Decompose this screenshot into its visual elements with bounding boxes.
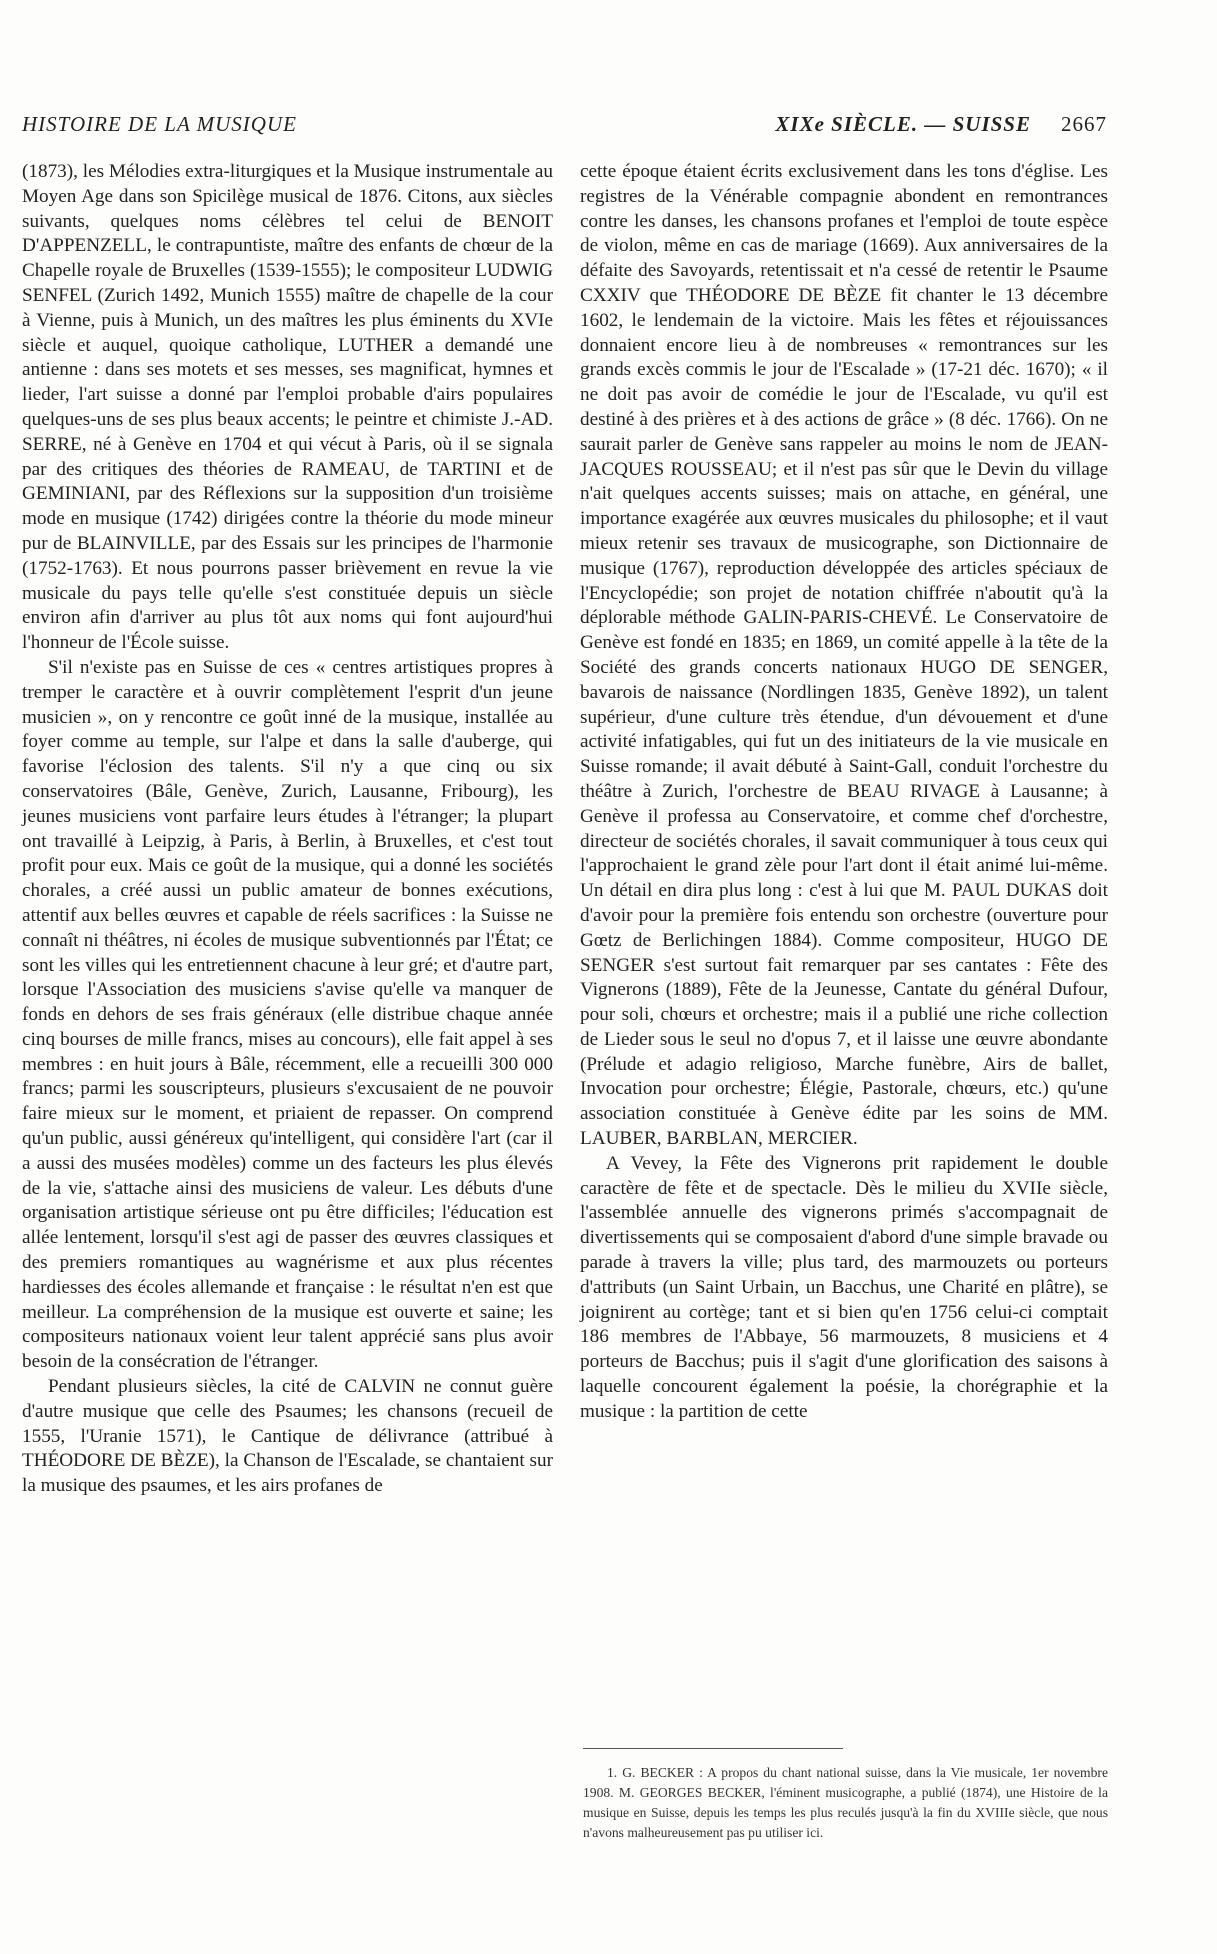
section-title: XIXe SIÈCLE. — SUISSE <box>775 112 1031 136</box>
page-number: 2667 <box>1061 112 1107 136</box>
left-column <box>22 160 553 1499</box>
book-title-header: HISTOIRE DE LA MUSIQUE <box>22 112 297 136</box>
footnote-text: 1. G. BECKER : A propos du chant national suisse, dans la Vie musicale, 1er novembre 1908. M. GEORGES BECKER, l'éminent musicographe, a publié (1874), une Histoire de la musique en Suisse, depuis les temps les plus reculés jusqu'à la fin du XVIIIe siècle, que nous n'avons malheureusement pas pu utiliser ici. <box>583 1765 1108 1840</box>
paragraph: (1873), les Mélodies extra-liturgiques et la Musique instrumentale au Moyen Age dans son Spicilège musical de 1876. Citons, aux siècles suivants, quelques noms célèbres tel celui de BENOIT D'APPENZELL, le contrapuntiste, maître des enfants de chœur de la Chapelle royale de Bruxelles (1539-1555); le compositeur LUDWIG SENFEL (Zurich 1492, Munich 1555) maître de chapelle de la cour à Vienne, puis à Munich, un des maîtres les plus éminents du XVIe siècle et auquel, quoique catholique, LUTHER a demandé une antienne : dans ses motets et ses messes, ses magnificat, hymnes et lieder, l'art suisse a donné par l'emploi probable d'airs populaires quelques-uns de ses plus beaux accents; le peintre et chimiste J.-AD. SERRE, né à Genève en 1704 et qui vécut à Paris, où il se signala par des critiques des théories de RAMEAU, de TARTINI et de GEMINIANI, par des Réflexions sur la supposition d'un troisième mode en musique (1742) dirigées contre la théorie du mode mineur pur de BLAINVILLE, par des Essais sur les principes de l'harmonie (1752-1763). Et nous pourrons passer brièvement en revue la vie musicale du pays telle qu'elle s'est constituée depuis un siècle environ afin d'arriver au plus tôt aux noms qui font aujourd'hui l'honneur de l'École suisse. <box>22 161 553 654</box>
paragraph: A Vevey, la Fête des Vignerons prit rapidement le double caractère de fête et de spectacle. Dès le milieu du XVIIe siècle, l'assemblée annuelle des vignerons primés s'accompagnait de divertissements qui se composaient d'abord d'une simple bravade ou parade à travers la ville; plus tard, des marmouzets ou porteurs d'attributs (un Saint Urbain, un Bacchus, une Charité en plâtre), se joignirent au cortège; tant et si bien qu'en 1756 celui-ci comptait 186 membres de l'Abbaye, 56 marmouzets, 8 musiciens et 4 porteurs de Bacchus; puis il s'agit d'une glorification des saisons à laquelle concourent également la poésie, la chorégraphie et la musique : la partition de cette <box>580 1152 1108 1422</box>
right-column <box>580 160 1108 1425</box>
footnote-divider <box>583 1748 843 1749</box>
running-head <box>22 112 1107 142</box>
paragraph: S'il n'existe pas en Suisse de ces « centres artistiques propres à tremper le caractère et à ouvrir complètement l'esprit d'un jeune musicien », on y rencontre ce goût inné de la musique, installée au foyer comme au temple, sur l'alpe et dans la salle d'auberge, qui favorise l'éclosion des talents. S'il n'y a que cinq ou six conservatoires (Bâle, Genève, Zurich, Lausanne, Fribourg), les jeunes musiciens vont parfaire leurs études à l'étranger; la plupart ont travaillé à Leipzig, à Paris, à Berlin, à Bruxelles, et c'est tout profit pour eux. Mais ce goût de la musique, qui a donné les sociétés chorales, a créé aussi un public amateur de bonnes exécutions, attentif aux belles œuvres et capable de réels sacrifices : la Suisse ne connaît ni théâtres, ni écoles de musique subventionnés par l'État; ce sont les villes qui les entretiennent chacune à leur gré; et d'autre part, lorsque l'Association des musiciens s'avise qu'elle va manquer de fonds en dehors de ses frais généraux (elle distribue chaque année cinq bourses de mille francs, mises au concours), elle fait appel à ses membres : en huit jours à Bâle, récemment, elle a recueilli 300 000 francs; parmi les souscripteurs, plusieurs s'excusaient de ne pouvoir faire mieux sur le moment, et priaient de repasser. On comprend qu'un public, aussi généreux qu'intelligent, qui considère l'art (car il a aussi des musées modèles) comme un des facteurs les plus élevés de la vie, s'attache ainsi des musiciens de valeur. Les débuts d'une organisation artistique sérieuse ont pu être difficiles; l'éducation est allée lentement, lorsqu'il s'est agi de passer des œuvres classiques et des premiers romantiques au wagnérisme et aux plus récentes hardiesses des écoles allemande et française : le résultat n'en est que meilleur. La compréhension de la musique est ouverte et saine; les compositeurs nationaux voient leur talent apprécié sans plus avoir besoin de la consécration de l'étranger. <box>22 656 553 1373</box>
paragraph: cette époque étaient écrits exclusivement dans les tons d'église. Les registres de la Vénérable compagnie abondent en remontrances contre les danses, les chansons profanes et l'emploi de toute espèce de violon, même en cas de mariage (1669). Aux anniversaires de la défaite des Savoyards, retentissait et n'a cessé de retentir le Psaume CXXIV que THÉODORE DE BÈZE fit chanter le 13 décembre 1602, le lendemain de la victoire. Mais les fêtes et réjouissances donnaient encore lieu à de nombreuses « remontrances sur les grands excès commis le jour de l'Escalade » (17-21 déc. 1670); « il ne doit pas avoir de comédie le jour de l'Escalade, vu qu'il est destiné à des prières et à des actions de grâce » (8 déc. 1766). On ne saurait parler de Genève sans rappeler au moins le nom de JEAN-JACQUES ROUSSEAU; et il n'est pas sûr que le Devin du village n'ait quelques accents suisses; mais on attache, en général, une importance exagérée aux œuvres musicales du philosophe; et il vaut mieux retenir ses travaux de musicographe, son Dictionnaire de musique (1767), reproduction développée des articles spéciaux de l'Encyclopédie; son projet de notation chiffrée n'aboutit qu'à la déplorable méthode GALIN-PARIS-CHEVÉ. Le Conservatoire de Genève est fondé en 1835; en 1869, un comité appelle à la tête de la Société des grands concerts nationaux HUGO DE SENGER, bavarois de naissance (Nordlingen 1835, Genève 1892), un talent supérieur, d'une culture très étendue, d'un dévouement et d'une activité infatigables, qui fut un des initiateurs de la vie musicale en Suisse romande; il avait débuté à Saint-Gall, conduit l'orchestre du théâtre à Zurich, l'orchestre de BEAU RIVAGE à Lausanne; à Genève il professa au Conservatoire, et comme chef d'orchestre, directeur de sociétés chorales, il savait communiquer à tous ceux qui l'approchaient le grand zèle pour l'art dont il était animé lui-même. Un détail en dira plus long : c'est à lui que M. PAUL DUKAS doit d'avoir pour la première fois entendu son orchestre (ouverture pour Gœtz de Berlichingen 1884). Comme compositeur, HUGO DE SENGER s'est surtout fait remarquer par ses cantates : Fête des Vignerons (1889), Fête de la Jeunesse, Cantate du général Dufour, pour soli, chœurs et orchestre; mais il a publié une riche collection de Lieder sous le seul no d'opus 7, et il laisse une œuvre abondante (Prélude et adagio religioso, Marche funèbre, Airs de ballet, Invocation pour orchestre; Élégie, Pastorale, chœurs, etc.) qu'une association constituée à Genève édite par les soins de MM. LAUBER, BARBLAN, MERCIER. <box>580 161 1108 1150</box>
footnote <box>583 1763 1108 1843</box>
paragraph: Pendant plusieurs siècles, la cité de CALVIN ne connut guère d'autre musique que celle des Psaumes; les chansons (recueil de 1555, l'Uranie 1571), le Cantique de délivrance (attribué à THÉODORE DE BÈZE), la Chanson de l'Escalade, se chantaient sur la musique des psaumes, et les airs profanes de <box>22 1376 553 1497</box>
section-header <box>775 112 1107 137</box>
